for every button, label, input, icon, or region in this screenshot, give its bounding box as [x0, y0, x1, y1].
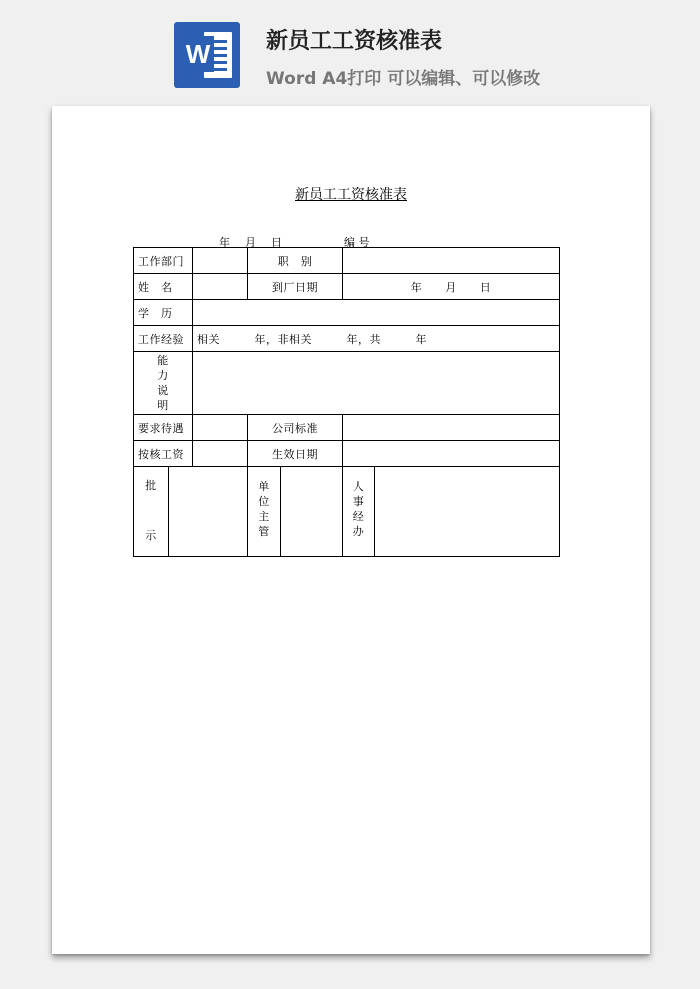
- experience-field[interactable]: 相关 年，非相关 年，共 年: [193, 326, 560, 352]
- table-row: [134, 326, 560, 352]
- unit-supervisor-field[interactable]: [281, 467, 343, 557]
- effective-date-label: 生效日期: [248, 441, 343, 467]
- table-row: [134, 441, 560, 467]
- word-letter: W: [182, 36, 214, 72]
- position-label: 职 别: [248, 248, 343, 274]
- experience-label: 工作经验: [134, 326, 193, 352]
- table-row: [134, 352, 560, 415]
- hr-handler-field[interactable]: [375, 467, 560, 557]
- position-field[interactable]: [343, 248, 560, 274]
- document-title: 新员工工资核准表: [295, 187, 407, 203]
- name-label: 姓 名: [134, 274, 193, 300]
- header-subtitle: Word A4打印 可以编辑、可以修改: [266, 69, 541, 89]
- document-page: [52, 106, 650, 954]
- department-label: 工作部门: [134, 248, 193, 274]
- approval-label: 批 示: [134, 467, 169, 557]
- approved-pay-field[interactable]: [193, 441, 248, 467]
- approval-field[interactable]: [169, 467, 248, 557]
- arrival-date-label: 到厂日期: [248, 274, 343, 300]
- education-field[interactable]: [193, 300, 560, 326]
- table-row: [134, 300, 560, 326]
- approved-pay-label: 按核工资: [134, 441, 193, 467]
- ability-label: 能 力 说 明: [134, 352, 193, 415]
- ability-field[interactable]: [193, 352, 560, 415]
- hr-handler-label: 人 事 经 办: [343, 467, 375, 557]
- company-standard-field[interactable]: [343, 415, 560, 441]
- department-field[interactable]: [193, 248, 248, 274]
- number-label: 编 号: [344, 236, 370, 249]
- effective-date-field[interactable]: [343, 441, 560, 467]
- education-label: 学 历: [134, 300, 193, 326]
- requested-pay-label: 要求待遇: [134, 415, 193, 441]
- table-row: [134, 467, 560, 557]
- table-row: [134, 274, 560, 300]
- header-banner: [0, 0, 700, 104]
- approval-form-table: [133, 247, 560, 557]
- table-row: [134, 415, 560, 441]
- requested-pay-field[interactable]: [193, 415, 248, 441]
- date-day-label: 日: [271, 236, 282, 249]
- unit-supervisor-label: 单 位 主 管: [248, 467, 281, 557]
- name-field[interactable]: [193, 274, 248, 300]
- header-title: 新员工工资核准表: [266, 29, 443, 54]
- table-row: [134, 248, 560, 274]
- word-icon: [174, 22, 240, 88]
- arrival-date-field[interactable]: 年 月 日: [343, 274, 560, 300]
- date-year-label: 年: [219, 236, 230, 249]
- date-month-label: 月: [245, 236, 256, 249]
- company-standard-label: 公司标准: [248, 415, 343, 441]
